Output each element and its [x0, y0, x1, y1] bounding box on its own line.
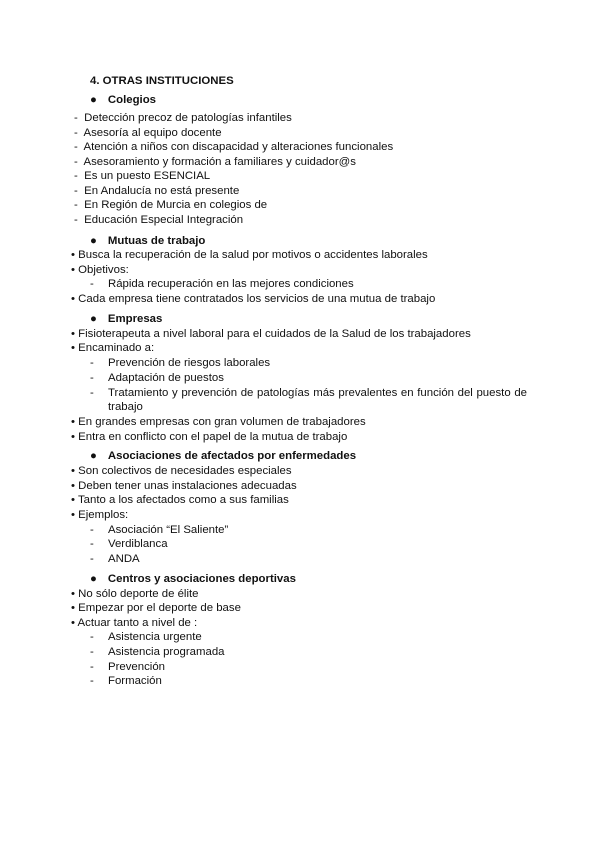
list-item: - Educación Especial Integración	[74, 214, 244, 226]
list-item: - Atención a niños con discapacidad y alteraciones funcionales	[74, 141, 394, 153]
list-item: • No sólo deporte de élite	[71, 588, 199, 600]
list-item: • Actuar tanto a nivel de :	[71, 617, 198, 629]
list-item: • Fisioterapeuta a nivel laboral para el cuidados de la Salud de los trabajadores	[71, 328, 471, 340]
list-item: • Encaminado a:	[71, 342, 155, 354]
list-item: • En grandes empresas con gran volumen de trabajadores	[71, 416, 366, 428]
sub-list-item: - Rápida recuperación en las mejores condiciones	[90, 278, 354, 290]
deportivas-title: Centros y asociaciones deportivas	[107, 573, 296, 585]
sub-list-item: - Verdiblanca	[90, 538, 168, 550]
list-item: - Asesoría al equipo docente	[74, 127, 222, 139]
list-item: • Son colectivos de necesidades especiales	[71, 465, 292, 477]
section-title: 4. OTRAS INSTITUCIONES	[90, 75, 234, 87]
bullet-dot-icon: ●	[90, 94, 97, 106]
mutuas-title: Mutuas de trabajo	[107, 235, 206, 247]
mutuas-heading	[90, 234, 205, 248]
sub-list-item: - Asistencia urgente	[90, 631, 202, 643]
list-item: - Es un puesto ESENCIAL	[74, 170, 211, 182]
list-item: • Objetivos:	[71, 264, 129, 276]
list-item: • Entra en conflicto con el papel de la mutua de trabajo	[71, 431, 348, 443]
bullet-dot-icon: ●	[90, 235, 97, 247]
colegios-heading	[90, 93, 156, 107]
sub-list-item: - ANDA	[90, 553, 140, 565]
bullet-dot-icon: ●	[90, 450, 97, 462]
list-item: - En Andalucía no está presente	[74, 185, 240, 197]
list-item: • Empezar por el deporte de base	[71, 602, 241, 614]
empresas-heading	[90, 312, 162, 326]
sub-list-item: - Asociación “El Saliente”	[90, 524, 229, 536]
colegios-title: Colegios	[107, 94, 156, 106]
list-item: • Busca la recuperación de la salud por motivos o accidentes laborales	[71, 249, 428, 261]
asociaciones-title: Asociaciones de afectados por enfermedades	[107, 450, 357, 462]
list-item: • Cada empresa tiene contratados los servicios de una mutua de trabajo	[71, 293, 436, 305]
asociaciones-heading	[90, 449, 356, 463]
sub-list-item: - Asistencia programada	[90, 646, 225, 658]
empresas-title: Empresas	[107, 313, 163, 325]
list-item: - Asesoramiento y formación a familiares y cuidador@s	[74, 156, 356, 168]
sub-list-item-text: Tratamiento y prevención de patologías más prevalentes en función del puesto de	[108, 387, 527, 399]
sub-list-item: - Prevención de riesgos laborales	[90, 357, 271, 369]
bullet-dot-icon: ●	[90, 573, 97, 585]
list-item: • Tanto a los afectados como a sus familias	[71, 494, 289, 506]
sub-list-item: - Prevención	[90, 661, 165, 673]
list-item: - Detección precoz de patologías infantiles	[74, 112, 292, 124]
sub-list-item-continuation: trabajo	[108, 401, 143, 413]
sub-list-item: -	[90, 387, 94, 399]
list-item: - En Región de Murcia en colegios de	[74, 199, 268, 211]
list-item: • Deben tener unas instalaciones adecuadas	[71, 480, 297, 492]
sub-list-item: - Formación	[90, 675, 162, 687]
bullet-dot-icon: ●	[90, 313, 97, 325]
sub-list-item: - Adaptación de puestos	[90, 372, 224, 384]
list-item: • Ejemplos:	[71, 509, 129, 521]
deportivas-heading	[90, 572, 296, 586]
